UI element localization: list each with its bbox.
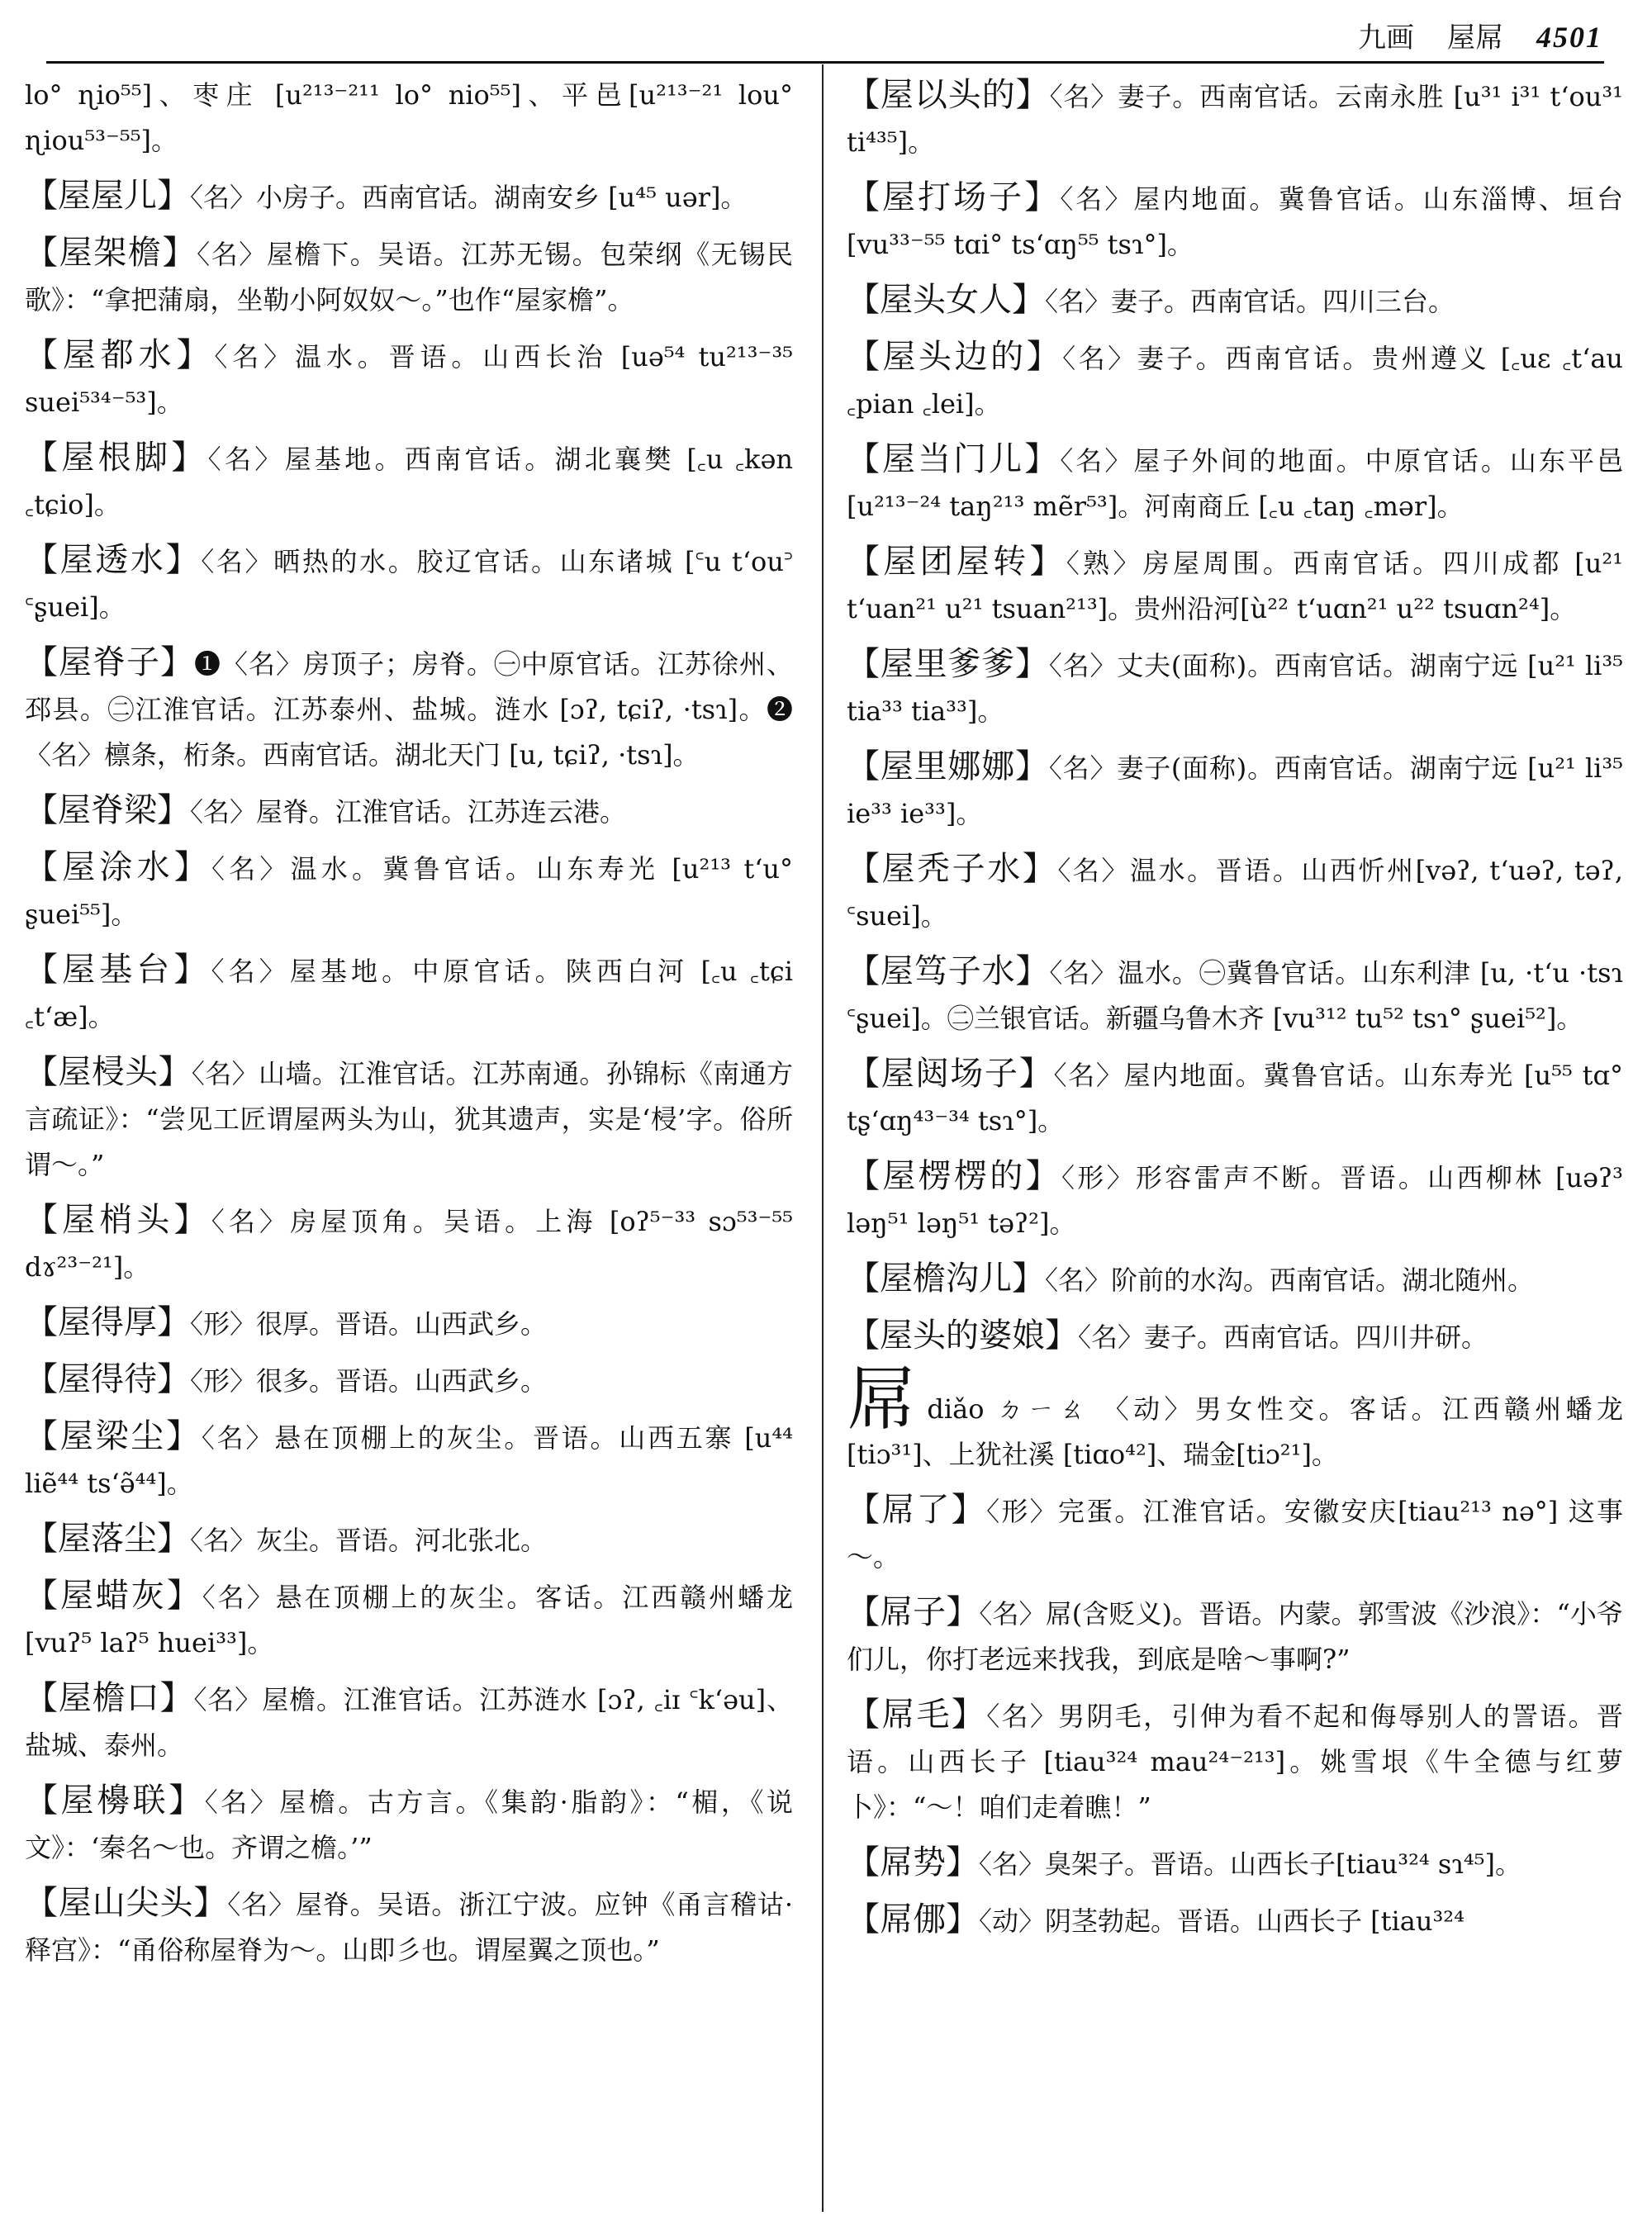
dictionary-entry [847, 278, 1623, 325]
dictionary-entry [847, 1051, 1623, 1144]
column-divider [822, 64, 824, 2212]
right-column [847, 73, 1623, 1954]
running-header [1358, 15, 1602, 55]
entry-headword: 【屋蜡灰】 [25, 1577, 202, 1615]
dictionary-entry [25, 788, 793, 835]
dictionary-entry [25, 333, 793, 425]
entry-headword: 【屋得待】 [25, 1360, 190, 1398]
entry-headword: 【屋秃子水】 [847, 850, 1058, 888]
entry-headword: 【屋楞楞的】 [847, 1157, 1061, 1195]
entry-headword: 【屋里娜娜】 [847, 747, 1049, 785]
dictionary-entry [25, 845, 793, 937]
entry-headword: 【屌了】 [847, 1491, 987, 1529]
entry-headword: 【屋梫头】 [25, 1053, 192, 1091]
dictionary-entry [847, 539, 1623, 632]
entry-headword: 【屋闼场子】 [847, 1055, 1054, 1093]
entry-headword: 【屋打场子】 [847, 178, 1061, 216]
entry-text: 〈名〉屋檐。江淮官话。江苏涟水 [ɔʔ, ꜀iɪ ꜂k‘əu]、盐城、泰州。 [25, 1684, 794, 1761]
entry-text: 〈名〉小房子。西南官话。湖南安乡 [u⁴⁵ uər]。 [190, 182, 748, 213]
dictionary-entry [25, 947, 793, 1040]
entry-headword: 【屋涂水】 [25, 848, 212, 886]
entry-text: 〈动〉阴茎勃起。晋语。山西长子 [tiau³²⁴ [979, 1905, 1464, 1937]
entry-text: 〈名〉山墙。江淮官话。江苏南通。孙锦标《南通方言疏证》：“尝见工匠谓屋两头为山，犹其遗声，实是‘梫’字。俗所谓～。” [25, 1058, 793, 1180]
dictionary-entry [847, 334, 1623, 427]
header-rule [46, 61, 1604, 64]
entry-headword: 【屋头的婆娘】 [847, 1317, 1078, 1355]
entry-text: 〈名〉屋内地面。冀鲁官话。山东淄博、垣台 [vu³³⁻⁵⁵ tɑi° ts‘ɑŋ⁵⁵ tsɿ°]。 [847, 183, 1623, 260]
dictionary-entry [847, 1840, 1623, 1887]
entry-text: 〈名〉屌(含贬义)。晋语。内蒙。郭雪波《沙浪》：“小爷们儿，你打老远来找我，到底是啥～事啊?” [847, 1598, 1623, 1675]
entry-headword: 【屋透水】 [25, 541, 202, 579]
dictionary-entry [25, 230, 793, 323]
dictionary-entry [25, 173, 793, 221]
entry-text: 〈名〉屋内地面。冀鲁官话。山东寿光 [u⁵⁵ tɑ° tʂ‘ɑŋ⁴³⁻³⁴ tsɿ°]。 [847, 1060, 1623, 1136]
dictionary-entry [25, 1357, 793, 1404]
dictionary-entry [847, 1313, 1623, 1360]
dictionary-entry [847, 1487, 1623, 1580]
entry-text: 〈名〉阶前的水沟。西南官话。湖北随州。 [1045, 1264, 1535, 1296]
entry-headword: 【屋头女人】 [847, 281, 1045, 319]
entry-headword: 【屌子】 [847, 1593, 980, 1631]
entry-text: 〈名〉妻子。西南官话。四川三台。 [1045, 286, 1455, 317]
dictionary-entry [847, 744, 1623, 837]
entry-text: 〈名〉屋基地。中原官话。陕西白河 [꜀u ꜀tɕi ꜀t‘æ]。 [25, 956, 794, 1032]
entry-headword: 【屋山尖头】 [25, 1884, 228, 1922]
header-section: 九画 [1358, 21, 1414, 55]
dictionary-entry [847, 175, 1623, 268]
dictionary-entry [847, 1590, 1623, 1682]
dictionary-entry [847, 1897, 1623, 1944]
dictionary-entry [25, 1516, 793, 1563]
entry-continuation [25, 73, 793, 164]
entry-text: 〈名〉温水。㊀冀鲁官话。山东利津 [u, ·t‘u ·tsɿ ꜂ʂuei]。㊁兰银官话。新疆乌鲁木齐 [vu³¹² tu⁵² tsɿ° ʂuei⁵²]。 [847, 957, 1623, 1034]
entry-text: 〈名〉温水。晋语。山西忻州[vəʔ, t‘uəʔ, təʔ, ꜂suei]。 [847, 855, 1623, 932]
entry-headword: 【屋当门儿】 [847, 440, 1061, 478]
entry-headword: 【屋根脚】 [25, 439, 208, 477]
entry-text: 〈名〉男阴毛，引伸为看不起和侮辱别人的詈语。晋语。山西长子 [tiau³²⁴ mau²⁴⁻²¹³]。姚雪垠《牛全德与红萝卜》：“～！咱们走着瞧！” [847, 1701, 1623, 1823]
entry-headword: 【屋櫋联】 [25, 1782, 205, 1820]
entry-headword: 【屋脊子】 [25, 643, 194, 681]
entry-text: 〈形〉很多。晋语。山西武乡。 [190, 1365, 548, 1397]
entry-text: 〈形〉很厚。晋语。山西武乡。 [190, 1308, 548, 1340]
entry-text: 〈名〉晒热的水。胶辽官话。山东诸城 [꜂u t‘ou꜄ ꜂ʂuei]。 [25, 546, 793, 623]
entry-text: 〈名〉妻子(面称)。西南官话。湖南宁远 [u²¹ li³⁵ ie³³ ie³³]。 [847, 752, 1623, 829]
dictionary-entry [847, 73, 1623, 165]
dictionary-entry [25, 538, 793, 630]
entry-text: 〈名〉屋檐下。吴语。江苏无锡。包荣纲《无锡民歌》：“拿把蒲扇，坐勒小阿奴奴～。”也作“屋家檐”。 [25, 239, 793, 316]
dictionary-entry [847, 1692, 1623, 1830]
entry-character: 屌 [847, 1359, 921, 1440]
page-number: 4501 [1536, 21, 1602, 54]
entry-text: ❶〈名〉房顶子；房脊。㊀中原官话。江苏徐州、邳县。㊁江淮官话。江苏泰州、盐城。涟水 [ɔʔ, tɕiʔ, ·tsɿ]。❷〈名〉檩条，桁条。西南官话。湖北天门 [u, tɕiʔ, ·tsɿ]。 [25, 648, 793, 771]
dictionary-entry [847, 1256, 1623, 1303]
entry-headword: 【屋檐沟儿】 [847, 1260, 1045, 1298]
entry-text: 〈熟〉房屋周围。西南官话。四川成都 [u²¹ t‘uan²¹ u²¹ tsuan²¹³]。贵州沿河[ù²² t‘uɑn²¹ u²² tsuɑn²⁴]。 [847, 548, 1623, 624]
entry-headword: 【屋基台】 [25, 951, 211, 989]
dictionary-entry [847, 642, 1623, 734]
entry-headword: 【屋落尘】 [25, 1520, 190, 1558]
entry-headword: 【屋都水】 [25, 336, 215, 374]
dictionary-entry [25, 1573, 793, 1666]
entry-text: 〈名〉房屋顶角。吴语。上海 [oʔ⁵⁻³³ sɔ⁵³⁻⁵⁵ dɤ²³⁻²¹]。 [25, 1206, 793, 1283]
entry-headword: 【屌势】 [847, 1843, 979, 1881]
entry-headword: 【屋架檐】 [25, 234, 197, 272]
entry-text: 〈名〉灰尘。晋语。河北张北。 [190, 1525, 548, 1556]
entry-text: 〈名〉丈夫(面称)。西南官话。湖南宁远 [u²¹ li³⁵ tia³³ tia³³]。 [847, 650, 1623, 727]
dictionary-entry [25, 1414, 793, 1506]
entry-text: 〈名〉妻子。西南官话。贵州遵义 [꜀uɛ ꜀t‘au ꜀pian ꜀lei]。 [847, 343, 1624, 420]
entry-text: 〈名〉屋脊。江淮官话。江苏连云港。 [190, 796, 627, 828]
entry-text: 〈名〉温水。晋语。山西长治 [uə⁵⁴ tu²¹³⁻³⁵ suei⁵³⁴⁻⁵³]。 [25, 341, 793, 418]
entry-headword: 【屋梢头】 [25, 1201, 211, 1239]
entry-text: 〈名〉臭架子。晋语。山西长子[tiau³²⁴ sɿ⁴⁵]。 [979, 1848, 1521, 1880]
entry-text: 〈名〉屋檐。古方言。《集韵·脂韵》：“楣，《说文》：‘秦名～也。齐谓之檐。’” [25, 1786, 793, 1863]
entry-headword: 【屋团屋转】 [847, 543, 1066, 581]
entry-text: diǎo ㄉㄧㄠ 〈动〉男女性交。客话。江西赣州蟠龙 [tiɔ³¹]、上犹社溪 [tiɑo⁴²]、瑞金[tiɔ²¹]。 [847, 1393, 1623, 1470]
entry-text: 〈名〉屋基地。西南官话。湖北襄樊 [꜀u ꜀kən ꜀tɕio]。 [25, 444, 793, 520]
character-entry [847, 1359, 1623, 1478]
entry-headword: 【屋脊梁】 [25, 791, 190, 829]
entry-headword: 【屋屋儿】 [25, 177, 190, 215]
header-chars: 屋屌 [1447, 21, 1503, 55]
entry-headword: 【屌㑚】 [847, 1900, 979, 1938]
dictionary-entry [847, 949, 1623, 1041]
entry-headword: 【屌毛】 [847, 1696, 987, 1734]
entry-text: 〈名〉屋子外间的地面。中原官话。山东平邑 [u²¹³⁻²⁴ taŋ²¹³ mẽr⁵³]。河南商丘 [꜀u ꜀taŋ ꜀mər]。 [847, 445, 1623, 522]
dictionary-entry [25, 1050, 793, 1188]
dictionary-entry [25, 640, 793, 778]
entry-text: 〈名〉屋脊。吴语。浙江宁波。应钟《甬言稽诂·释宫》：“甬俗称屋脊为～。山即彡也。谓屋翼之顶也。” [25, 1889, 793, 1966]
entry-headword: 【屋头边的】 [847, 338, 1063, 376]
entry-headword: 【屋笃子水】 [847, 952, 1050, 990]
entry-headword: 【屋梁尘】 [25, 1417, 202, 1455]
dictionary-entry [25, 1881, 793, 1973]
entry-headword: 【屋得厚】 [25, 1303, 190, 1341]
dictionary-entry [25, 1778, 793, 1871]
entry-text: 〈形〉完蛋。江淮官话。安徽安庆[tiau²¹³ nə°] 这事～。 [847, 1496, 1623, 1573]
dictionary-entry [847, 1154, 1623, 1246]
entry-text: 〈名〉妻子。西南官话。四川井研。 [1078, 1321, 1488, 1353]
entry-text: lo° ɳio⁵⁵]、枣庄 [u²¹³⁻²¹¹ lo° nio⁵⁵]、平邑[u²¹³⁻²¹ lou° ɳiou⁵³⁻⁵⁵]。 [25, 79, 793, 156]
dictionary-entry [847, 847, 1623, 939]
entry-text: 〈形〉形容雷声不断。晋语。山西柳林 [uəʔ³ ləŋ⁵¹ ləŋ⁵¹ təʔ²]。 [847, 1162, 1623, 1239]
dictionary-entry [25, 435, 793, 528]
left-column [25, 73, 793, 1983]
dictionary-entry [847, 437, 1623, 529]
entry-text: 〈名〉悬在顶棚上的灰尘。客话。江西赣州蟠龙 [vuʔ⁵ laʔ⁵ huei³³]。 [25, 1582, 793, 1658]
entry-headword: 【屋以头的】 [847, 76, 1050, 114]
dictionary-entry [25, 1676, 793, 1768]
entry-text: 〈名〉妻子。西南官话。云南永胜 [u³¹ i³¹ t‘ou³¹ ti⁴³⁵]。 [847, 81, 1623, 158]
entry-text: 〈名〉温水。冀鲁官话。山东寿光 [u²¹³ t‘u° ʂuei⁵⁵]。 [25, 853, 793, 930]
entry-headword: 【屋檐口】 [25, 1679, 194, 1717]
entry-text: 〈名〉悬在顶棚上的灰尘。晋语。山西五寨 [u⁴⁴ liẽ⁴⁴ ts‘ə̃⁴⁴]。 [25, 1422, 793, 1499]
dictionary-entry [25, 1198, 793, 1290]
entry-headword: 【屋里爹爹】 [847, 645, 1049, 683]
dictionary-entry [25, 1300, 793, 1347]
